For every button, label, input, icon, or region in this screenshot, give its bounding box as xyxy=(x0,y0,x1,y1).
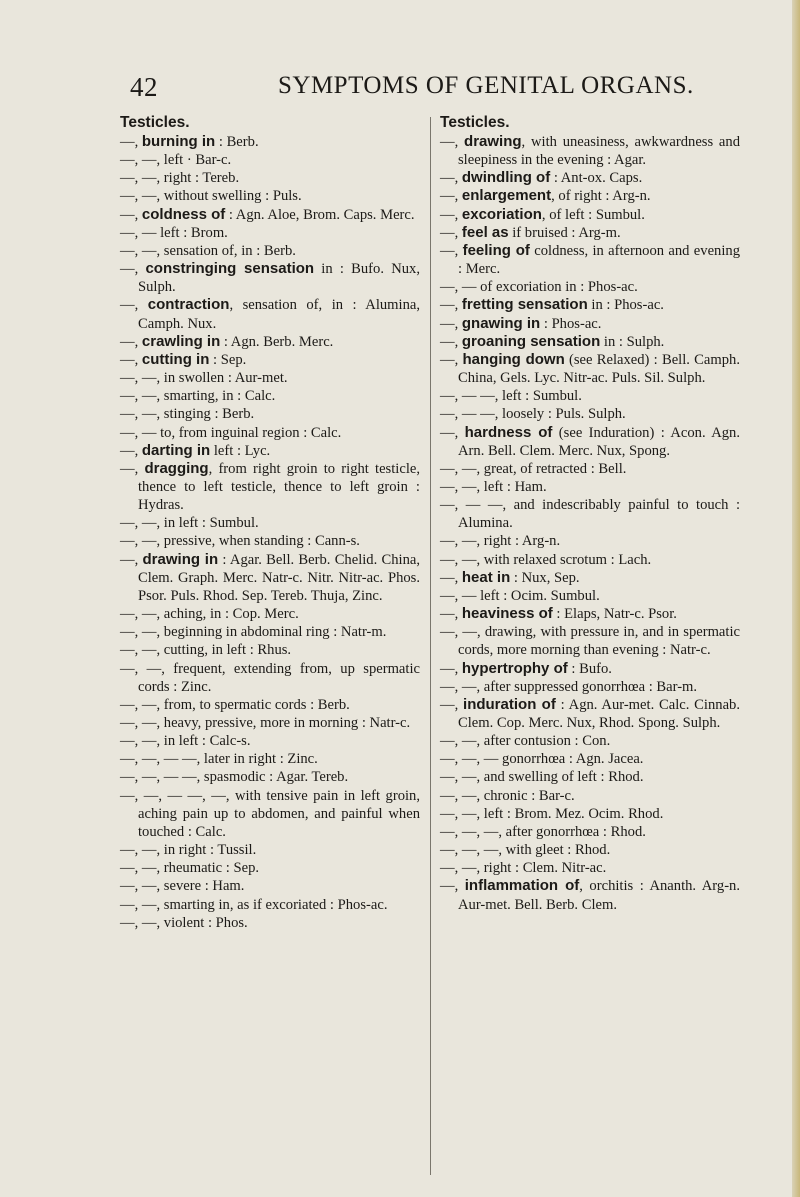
index-entry: —, —, aching, in : Cop. Merc. xyxy=(120,606,299,623)
page-number: 42 xyxy=(130,72,158,102)
index-entry: —, inflammation of, orchitis : Ananth. Arg-n. Aur-met. Bell. Berb. Clem. xyxy=(440,877,741,913)
right-column xyxy=(440,113,740,914)
index-entry: —, dragging, from right groin to right testicle, thence to left testicle, thence to left groin : Hydras. xyxy=(120,459,421,514)
index-entry: —, drawing, with uneasiness, awkwardness and sleepiness in the evening : Agar. xyxy=(440,133,741,169)
entry-keyword: dragging xyxy=(144,459,209,477)
index-entry: —, dwindling of : Ant-ox. Caps. xyxy=(440,169,643,187)
page-title: SYMPTOMS OF GENITAL ORGANS. xyxy=(278,72,694,99)
index-entry: —, excoriation, of left : Sumbul. xyxy=(440,205,645,223)
index-entry: —, —, rheumatic : Sep. xyxy=(120,860,260,877)
entry-keyword: inflammation of xyxy=(464,877,580,895)
entry-keyword: excoriation xyxy=(461,205,542,223)
index-entry: —, —, pressive, when standing : Cann-s. xyxy=(120,533,360,550)
index-entry: —, crawling in : Agn. Berb. Merc. xyxy=(120,332,334,350)
entry-keyword: dwindling of xyxy=(461,169,551,187)
index-entry: —, —, after suppressed gonorrhœa : Bar-m. xyxy=(440,678,698,695)
entry-keyword: feel as xyxy=(461,223,509,241)
entry-keyword: fretting sensation xyxy=(461,296,588,314)
index-entry: —, —, in swollen : Aur-met. xyxy=(120,370,288,387)
index-entry: —, feeling of coldness, in afternoon and evening : Merc. xyxy=(440,241,741,278)
left-column xyxy=(120,113,420,932)
index-entry: —, —, cutting, in left : Rhus. xyxy=(120,642,292,659)
entry-keyword: cutting in xyxy=(141,350,210,368)
index-entry: —, —, with relaxed scrotum : Lach. xyxy=(440,551,652,568)
entry-keyword: contraction xyxy=(147,296,230,314)
left-entry-list xyxy=(120,133,420,932)
index-entry: —, hanging down (see Relaxed) : Bell. Camph. China, Gels. Lyc. Nitr-ac. Puls. Sil. Sulph. xyxy=(440,350,740,387)
entry-keyword: drawing in xyxy=(142,550,219,568)
index-entry: —, —, great, of retracted : Bell. xyxy=(440,460,627,477)
entry-keyword: heat in xyxy=(461,568,511,586)
index-entry: —, —, — —, spasmodic : Agar. Tereb. xyxy=(120,769,349,786)
entry-keyword: groaning sensation xyxy=(461,332,601,350)
entry-keyword: darting in xyxy=(141,441,211,459)
index-entry: —, heaviness of : Elaps, Natr-c. Psor. xyxy=(440,605,677,623)
index-entry: —, —, sensation of, in : Berb. xyxy=(120,242,296,259)
right-entry-list xyxy=(440,133,740,914)
index-entry: —, contraction, sensation of, in : Alumina, Camph. Nux. xyxy=(120,296,420,332)
index-entry: —, —, left : Brom. Mez. Ocim. Rhod. xyxy=(440,805,664,822)
index-entry: —, —, right : Clem. Nitr-ac. xyxy=(440,860,607,877)
index-entry: —, —, severe : Ham. xyxy=(120,878,245,895)
index-entry: —, —, — gonorrhœa : Agn. Jacea. xyxy=(440,751,644,768)
index-entry: —, — left : Brom. xyxy=(120,224,228,241)
index-entry: —, fretting sensation in : Phos-ac. xyxy=(440,296,664,314)
index-entry: —, drawing in : Agar. Bell. Berb. Chelid. China, Clem. Graph. Merc. Natr-c. Nitr. Nitr-ac. Phos. Psor. Puls. Rhod. Sep. Tereb. Thuja, Zinc. xyxy=(120,550,421,604)
index-entry: —, — —, left : Sumbul. xyxy=(440,388,582,405)
index-entry: —, —, chronic : Bar-c. xyxy=(440,787,575,804)
index-entry: —, —, —, with gleet : Rhod. xyxy=(440,842,611,859)
index-entry: —, —, heavy, pressive, more in morning : Natr-c. xyxy=(120,715,411,731)
entry-keyword: hypertrophy of xyxy=(461,659,568,677)
index-entry: —, gnawing in : Phos-ac. xyxy=(440,314,602,332)
index-entry: —, darting in left : Lyc. xyxy=(120,441,271,459)
index-entry: —, — to, from inguinal region : Calc. xyxy=(120,424,342,441)
index-entry: —, —, in right : Tussil. xyxy=(120,842,257,859)
index-entry: —, —, in left : Calc-s. xyxy=(120,733,251,750)
entry-keyword: feeling of xyxy=(462,241,530,259)
entry-keyword: coldness of xyxy=(141,205,226,223)
index-entry: —, cutting in : Sep. xyxy=(120,350,247,368)
index-entry: —, —, right : Arg-n. xyxy=(440,533,561,550)
column-divider xyxy=(430,117,431,1175)
index-entry: —, groaning sensation in : Sulph. xyxy=(440,332,665,350)
index-entry: —, —, left · Bar-c. xyxy=(120,152,232,169)
index-entry: —, hypertrophy of : Bufo. xyxy=(440,659,612,677)
index-entry: —, enlargement, of right : Arg-n. xyxy=(440,187,651,205)
index-entry: —, feel as if bruised : Arg-m. xyxy=(440,223,621,241)
index-entry: —, — —, loosely : Puls. Sulph. xyxy=(440,406,626,423)
entry-keyword: induration of xyxy=(463,695,556,713)
index-entry: —, —, —, after gonorrhœa : Rhod. xyxy=(440,823,646,840)
index-entry: —, coldness of : Agn. Aloe, Brom. Caps. Merc. xyxy=(120,205,415,223)
index-entry: —, heat in : Nux, Sep. xyxy=(440,568,580,586)
index-entry: —, —, without swelling : Puls. xyxy=(120,188,302,205)
index-entry: —, —, violent : Phos. xyxy=(120,914,248,931)
index-entry: —, —, right : Tereb. xyxy=(120,170,240,187)
entry-keyword: burning in xyxy=(141,133,216,150)
index-entry: —, —, frequent, extending from, up spermatic cords : Zinc. xyxy=(120,660,420,695)
index-entry: —, — —, and indescribably painful to touch : Alumina. xyxy=(440,497,740,532)
index-entry: —, —, after contusion : Con. xyxy=(440,733,611,750)
entry-keyword: enlargement xyxy=(461,187,552,205)
column-heading: Testicles. xyxy=(440,114,510,131)
index-entry: —, constringing sensation in : Bufo. Nux, Sulph. xyxy=(120,260,420,296)
entry-keyword: constringing sensation xyxy=(145,260,315,278)
entry-keyword: drawing xyxy=(464,133,522,150)
index-entry: —, —, smarting in, as if excoriated : Phos-ac. xyxy=(120,896,388,913)
entry-keyword: gnawing in xyxy=(461,314,541,332)
index-entry: —, — of excoriation in : Phos-ac. xyxy=(440,279,638,296)
entry-keyword: crawling in xyxy=(141,332,221,350)
index-entry: —, —, — —, —, with tensive pain in left groin, aching pain up to abdomen, and painful when touched : Calc. xyxy=(120,787,420,840)
index-entry: —, —, left : Ham. xyxy=(440,478,547,495)
entry-keyword: hanging down xyxy=(462,350,565,368)
index-entry: —, —, in left : Sumbul. xyxy=(120,515,259,532)
entry-keyword: heaviness of xyxy=(461,605,553,623)
index-entry: —, —, smarting, in : Calc. xyxy=(120,388,276,405)
index-entry: —, —, beginning in abdominal ring : Natr-m. xyxy=(120,624,387,641)
column-heading: Testicles. xyxy=(120,114,190,131)
index-entry: —, hardness of (see Induration) : Acon. Agn. Arn. Bell. Clem. Merc. Nux, Spong. xyxy=(440,423,740,459)
index-entry: —, —, drawing, with pressure in, and in spermatic cords, more morning than evening : Natr-c. xyxy=(440,624,740,659)
index-entry: —, — left : Ocim. Sumbul. xyxy=(440,587,600,604)
entry-keyword: hardness of xyxy=(464,423,553,441)
index-entry: —, induration of : Agn. Aur-met. Calc. Cinnab. Clem. Cop. Merc. Nux, Rhod. Spong. Sulph. xyxy=(440,695,740,731)
index-entry: —, —, from, to spermatic cords : Berb. xyxy=(120,696,350,713)
index-entry: —, —, and swelling of left : Rhod. xyxy=(440,769,644,786)
index-entry: —, —, — —, later in right : Zinc. xyxy=(120,751,318,768)
index-entry: —, —, stinging : Berb. xyxy=(120,406,255,423)
index-entry: —, burning in : Berb. xyxy=(120,133,259,150)
page-edge xyxy=(792,0,800,1197)
